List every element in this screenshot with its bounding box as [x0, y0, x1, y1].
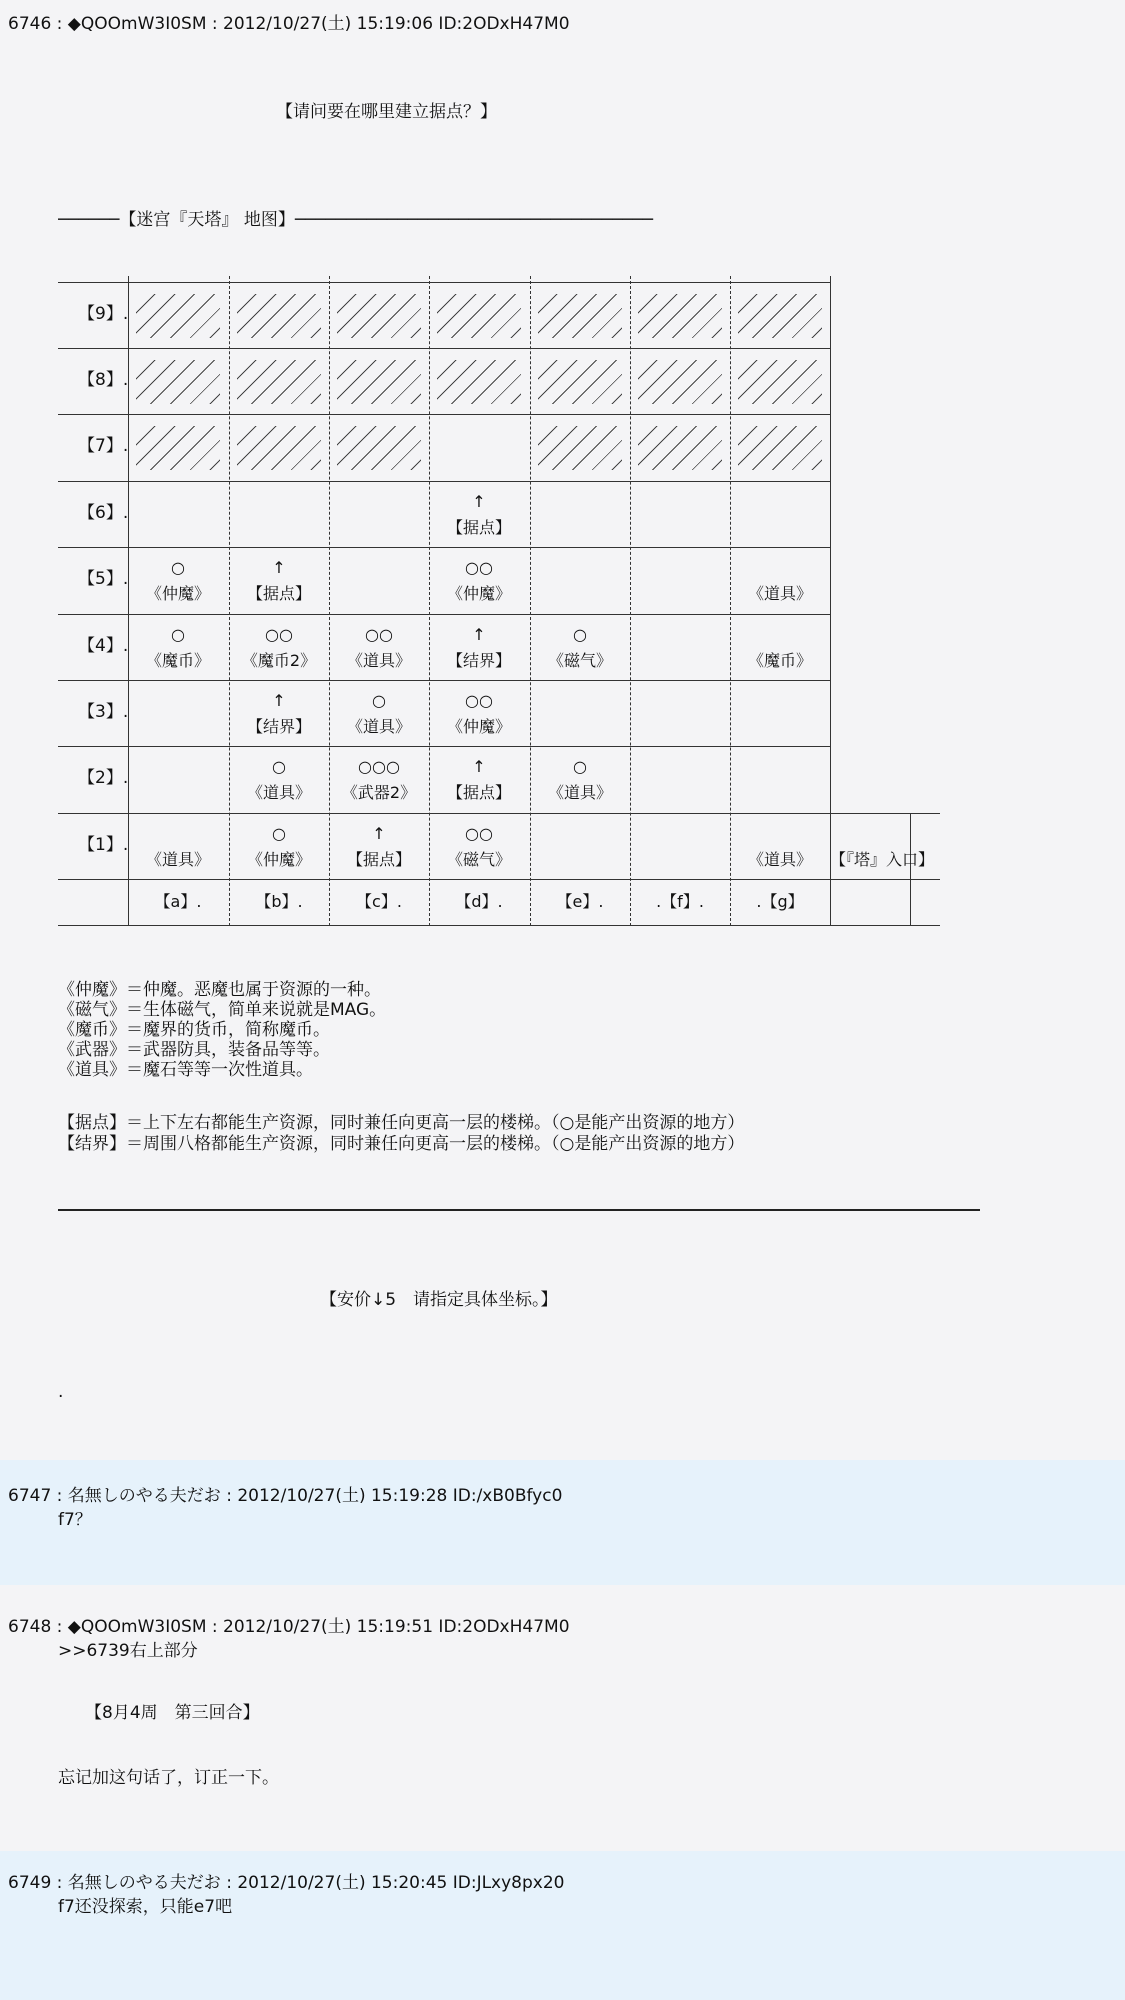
grid-hline: [58, 813, 940, 814]
grid-hline: [58, 925, 940, 926]
legend-line: 《武器》＝武器防具，装备品等等。: [58, 1040, 330, 1060]
column-label: .【g】: [756, 892, 804, 911]
hatched-cell: [237, 294, 321, 338]
hatched-cell: [538, 426, 622, 470]
map-cell: ○ 《道具》: [547, 757, 612, 802]
grid-hline: [58, 481, 830, 482]
map-cell: ↑ 【据点】: [446, 757, 511, 802]
column-label: 【a】.: [154, 892, 202, 911]
hatched-cell: [638, 426, 722, 470]
grid-hline: [58, 746, 830, 747]
hatched-cell: [538, 360, 622, 404]
grid-vline: [530, 276, 531, 926]
column-label: 【d】.: [455, 892, 503, 911]
grid-hline: [58, 879, 940, 880]
legend-line: 《道具》＝魔石等等一次性道具。: [58, 1060, 313, 1080]
map-cell: ○ 《仲魔》: [246, 824, 311, 869]
row-label: 【1】.: [78, 835, 129, 855]
map-cell: ↑ 【据点】: [246, 558, 311, 603]
row-label: 【4】.: [78, 636, 129, 656]
hatched-cell: [437, 360, 521, 404]
hatched-cell: [337, 294, 421, 338]
column-label: 【e】.: [556, 892, 604, 911]
reply-link[interactable]: >>6739右上部分: [58, 1641, 198, 1661]
hatched-cell: [136, 294, 220, 338]
row-label: 【6】.: [78, 503, 129, 523]
map-cell: ↑ 【据点】: [446, 492, 511, 537]
post-body: f7？: [58, 1510, 92, 1530]
row-label: 【8】.: [78, 370, 129, 390]
hatched-cell: [638, 294, 722, 338]
hatched-cell: [738, 426, 822, 470]
map-cell: ○ 《磁气》: [547, 625, 612, 670]
anchor-text: 【安价↓5 请指定具体坐标。】: [320, 1290, 558, 1310]
map-cell: ○○ 《仲魔》: [446, 691, 511, 736]
dungeon-map: [0, 0, 1125, 960]
row-label: 【3】.: [78, 702, 129, 722]
grid-hline: [58, 547, 830, 548]
grid-hline: [58, 614, 830, 615]
row-label: 【7】.: [78, 436, 129, 456]
map-cell: ○ 《道具》: [246, 757, 311, 802]
map-cell: 【『塔』入口】: [830, 850, 935, 869]
post-6747: [0, 1460, 1125, 1585]
post-body: 忘记加这句话了，订正一下。: [58, 1768, 279, 1788]
legend-line: 《仲魔》＝仲魔。恶魔也属于资源的一种。: [58, 980, 381, 1000]
post-header: 6747 : 名無しのやる夫だお : 2012/10/27(土) 15:19:28 ID:/xB0Bfyc0: [8, 1486, 563, 1506]
note-line: 【据点】＝上下左右都能生产资源，同时兼任向更高一层的楼梯。（○是能产出资源的地方）: [58, 1113, 745, 1133]
map-cell: ↑ 【结界】: [446, 625, 511, 670]
map-cell: ○○ 《磁气》: [446, 824, 511, 869]
map-cell: ○ 《魔币》: [145, 625, 210, 670]
post-header: 6746 : ◆QOOmW3I0SM : 2012/10/27(土) 15:19:06 ID:2ODxH47M0: [8, 14, 570, 34]
post-6749: [0, 1851, 1125, 2000]
hatched-cell: [738, 360, 822, 404]
hatched-cell: [437, 294, 521, 338]
hatched-cell: [538, 294, 622, 338]
grid-hline: [58, 414, 830, 415]
column-label: 【c】.: [356, 892, 402, 911]
row-label: 【9】.: [78, 304, 129, 324]
map-cell: ↑ 【据点】: [346, 824, 411, 869]
map-cell: 《道具》: [747, 584, 812, 603]
hatched-cell: [136, 426, 220, 470]
map-cell: ○○ 《魔币2》: [241, 625, 317, 670]
week-label: 【8月4周 第三回合】: [85, 1703, 260, 1723]
legend-line: 《磁气》＝生体磁气，简单来说就是MAG。: [58, 1000, 387, 1020]
trailing-dot: .: [58, 1382, 64, 1402]
divider: [58, 1209, 980, 1211]
map-cell: ○ 《道具》: [346, 691, 411, 736]
map-cell: ↑ 【结界】: [246, 691, 311, 736]
post-header: 6748 : ◆QOOmW3I0SM : 2012/10/27(土) 15:19:51 ID:2ODxH47M0: [8, 1617, 570, 1637]
note-line: 【结界】＝周围八格都能生产资源，同时兼任向更高一层的楼梯。（○是能产出资源的地方）: [58, 1134, 745, 1154]
grid-vline: [630, 276, 631, 926]
hatched-cell: [237, 426, 321, 470]
grid-hline: [58, 348, 830, 349]
hatched-cell: [638, 360, 722, 404]
map-cell: ○○ 《道具》: [346, 625, 411, 670]
map-cell: ○ 《仲魔》: [145, 558, 210, 603]
hatched-cell: [136, 360, 220, 404]
grid-hline: [58, 680, 830, 681]
map-title: ──────【迷宫『天塔』 地图】───────────────────────────────────: [58, 210, 654, 230]
column-label: 【b】.: [255, 892, 303, 911]
hatched-cell: [337, 360, 421, 404]
hatched-cell: [738, 294, 822, 338]
legend-line: 《魔币》＝魔界的货币，简称魔币。: [58, 1020, 330, 1040]
map-cell: 《道具》: [747, 850, 812, 869]
post-header: 6749 : 名無しのやる夫だお : 2012/10/27(土) 15:20:45 ID:JLxy8px20: [8, 1873, 565, 1893]
post-body: f7还没探索，只能e7吧: [58, 1897, 233, 1917]
post-6748: [0, 1591, 1125, 1851]
map-cell: ○○ 《仲魔》: [446, 558, 511, 603]
hatched-cell: [337, 426, 421, 470]
question-text: 【请问要在哪里建立据点？】: [276, 102, 497, 122]
hatched-cell: [237, 360, 321, 404]
row-label: 【5】.: [78, 569, 129, 589]
row-label: 【2】.: [78, 768, 129, 788]
column-label: .【f】.: [656, 892, 704, 911]
map-cell: 《魔币》: [747, 651, 812, 670]
map-cell: ○○○ 《武器2》: [341, 757, 417, 802]
map-cell: 《道具》: [145, 850, 210, 869]
grid-hline: [58, 282, 830, 283]
